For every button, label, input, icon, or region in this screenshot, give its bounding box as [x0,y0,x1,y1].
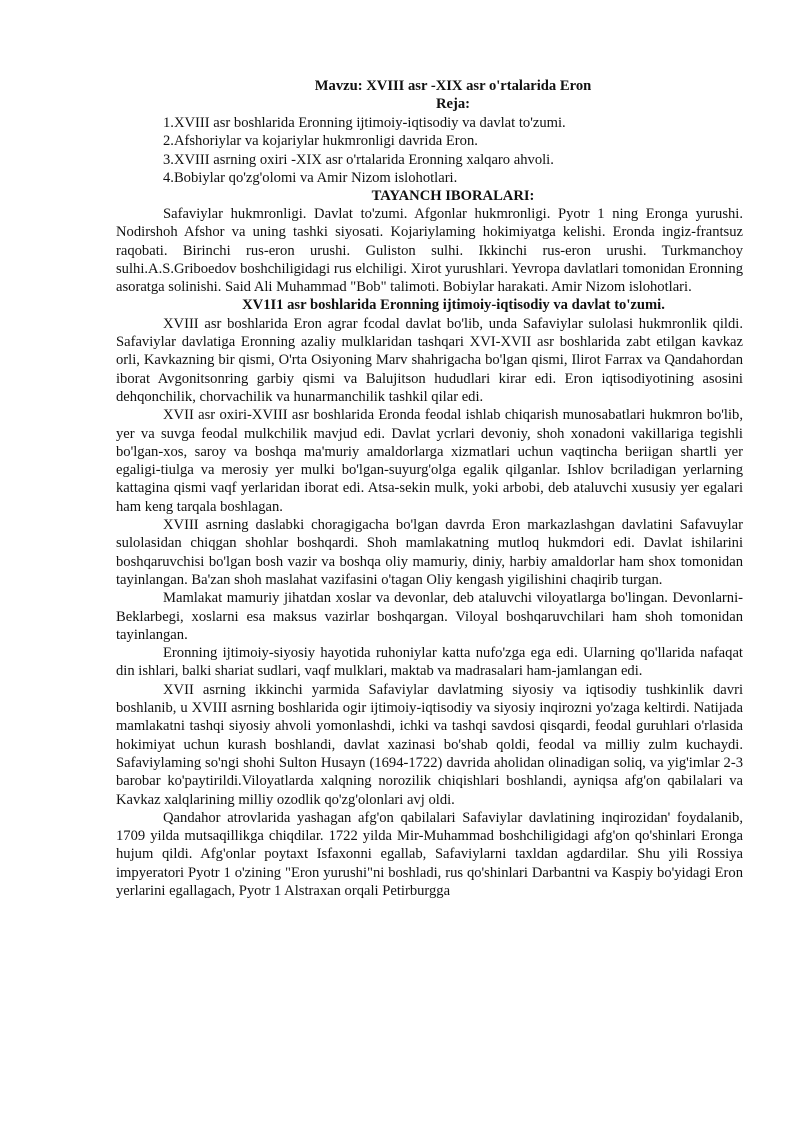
plan-item: 3.XVIII asrning oxiri -XIX asr o'rtalarida Eronning xalqaro ahvoli. [163,151,554,168]
section-heading: XV1I1 asr boshlarida Eronning ijtimoiy-iqtisodiy va davlat to'zumi. [242,297,665,314]
plan-list [163,114,763,187]
body-paragraph: Qandahor atrovlarida yashagan afg'on qabilalari Safaviylar davlatining inqirozidan' foydalanib, 1709 yilda mutsaqillikga chiqdilar. 1722 yilda Mir-Muhammad boshchiligidagi afg'on qo'shinlari Eronga hujum qildi. Afg'onlar poytaxt Isfaxonni egallab, Safaviylarni taxldan agdardilar. Shu yili Rossiya impyeratori Pyotr 1 o'zining "Eron yurushi"ni boshladi, rus qo'shinlari Darbantni va Kaspiy bo'yidagi Eron yerlarini egallagach, Pyotr 1 Alstraxan orqali Petirburgga [116,809,743,899]
plan-heading: Reja: [435,96,471,112]
document-title: Mavzu: XVIII asr -XIX asr o'rtalarida Eron [314,78,592,94]
body-paragraph: XVII asr oxiri-XVIII asr boshlarida Eronda feodal ishlab chiqarish munosabatlari hukmron bo'lib, yer va suvga feodal mulkchilik mavjud edi. Davlat ycrlari devoniy, shoh xonadoni vakillariga tegishli bo'lgan-xos, saroy va boshqa ma'muriy amaldorlarga xizmatlari uchun vaqtincha beriigan shartli yer egaligi-tiulga va merosiy yer mulki bo'lgan-suyurg'olga egalik qilganlar. Ishlov bcriladigan yerlarning kattagina qismi vaqf yerlaridan iborat edi. Atsa-sekin mulk, yoki arbobi, deb ataluvchi xususiy yer egalari ham keng tarqala boshlagan. [116,407,743,515]
plan-item: 1.XVIII asr boshlarida Eronning ijtimoiy-iqtisodiy va davlat to'zumi. [163,115,566,131]
body-paragraph: Eronning ijtimoiy-siyosiy hayotida ruhoniylar katta nufo'zga ega edi. Ularning qo'llarida nafaqat din ishlari, balki shariat sudlari, vaqf mulklari, maktab va madrasalari ham-jamlangan edi. [116,645,743,680]
body-paragraph: XVII asrning ikkinchi yarmida Safaviylar davlatming siyosiy va iqtisodiy tushkinlik davri boshlanib, u XVIII asrning boshlarida ogir ijtimoiy-iqtisodiy va siyosiy inqirozni yo'zaga keltirdi. Natijada mamlakatni tashqi siyosiy ahvoli yomonlashdi, ichki va tashqi savdosi qisqardi, feodal guruhlari o'rlasida hokimiyat uchun kurash boshlandi, davlat xazinasi bo'shab qoldi, feodal va milliy zulm kuchaydi. Safaviylaming so'ngi shohi Sulton Husayn (1694-1722) davrida aholidan olinadigan soliq, va yig'imlar 2-3 barobar ko'paytirildi.Viloyatlarda xalqning norozilik chiqishlari boshlandi, ayniqsa afg'on qabilalari va Kavkaz xalqlarining milliy ozodlik qo'zg'olonlari avj oldi. [116,681,743,808]
key-terms-paragraph: Safaviylar hukmronligi. Davlat to'zumi. Afgonlar hukmronligi. Pyotr 1 ning Eronga yurushi. Nodirshoh Afshor va uning tashki siyosati. Kojariylaming hokimiyatga kelishi. Eronda ingiz-frantsuz raqobati. Birinchi rus-eron urushi. Guliston sulhi. Ikkinchi rus-eron urushi. Turkmanchoy sulhi.A.S.Griboedov boshchiligidagi rus elchiligi. Xirot yurushlari. Yevropa davlatlari tomonidan Eronning asoratga solinishi. Said Ali Muhammad "Bob" talimoti. Bobiylar harakati. Amir Nizom islohotlari. [116,206,743,296]
plan-item: 2.Afshoriylar va kojariylar hukmronligi davrida Eron. [163,133,478,150]
body-paragraph: Mamlakat mamuriy jihatdan xoslar va devonlar, deb ataluvchi viloyatlarga bo'lingan. Devonlarni-Beklarbegi, xoslarni esa maksus vazirlar boshqargan. Viloyal boshqaruvchilari ham shoh tomonidan tayinlangan. [116,590,743,643]
document-body [116,205,743,900]
body-paragraph: XVIII asrning daslabki choragigacha bo'lgan davrda Eron markazlashgan davlatini Safavuylar sulolasidan chiqgan shohlar boshqardi. Shoh mamlakatning mutloq hukmdori edi. Davlat ishilarini boshqaruvchisi bo'lgan bosh vazir va boshqa oliy mamuriy, diniy, harbiy amaldorlar ham shox tomonidan tayinlangan. Ba'zan shoh maslahat vazifasini o'tagan Oliy kengash yigilishini chaqirib turgan. [116,517,743,588]
key-terms-heading: TAYANCH IBORALARI: [371,188,535,204]
plan-item: 4.Bobiylar qo'zg'olomi va Amir Nizom islohotlari. [163,169,458,186]
body-paragraph: XVIII asr boshlarida Eron agrar fcodal davlat bo'lib, unda Safaviylar sulolasi hukmronlik qildi. Safaviylar davlatiga Eronning azaliy mulklaridan tashqari XVI-XVII asr boshlarida zabt etilgan kavkaz orli, Kavkazning bir qismi, O'rta Osiyoning Marv shahrigacha bo'lgan qismi, Ilirot Farrax va Qandahordan iborat Avgonitsonring garbiy qismi va Balujitson hududlari kirar edi. Eron iqtisodiyotining asosini dehqonchilik, chorvachilik va hunarmanchilik tashkil qilar edi. [116,315,743,405]
